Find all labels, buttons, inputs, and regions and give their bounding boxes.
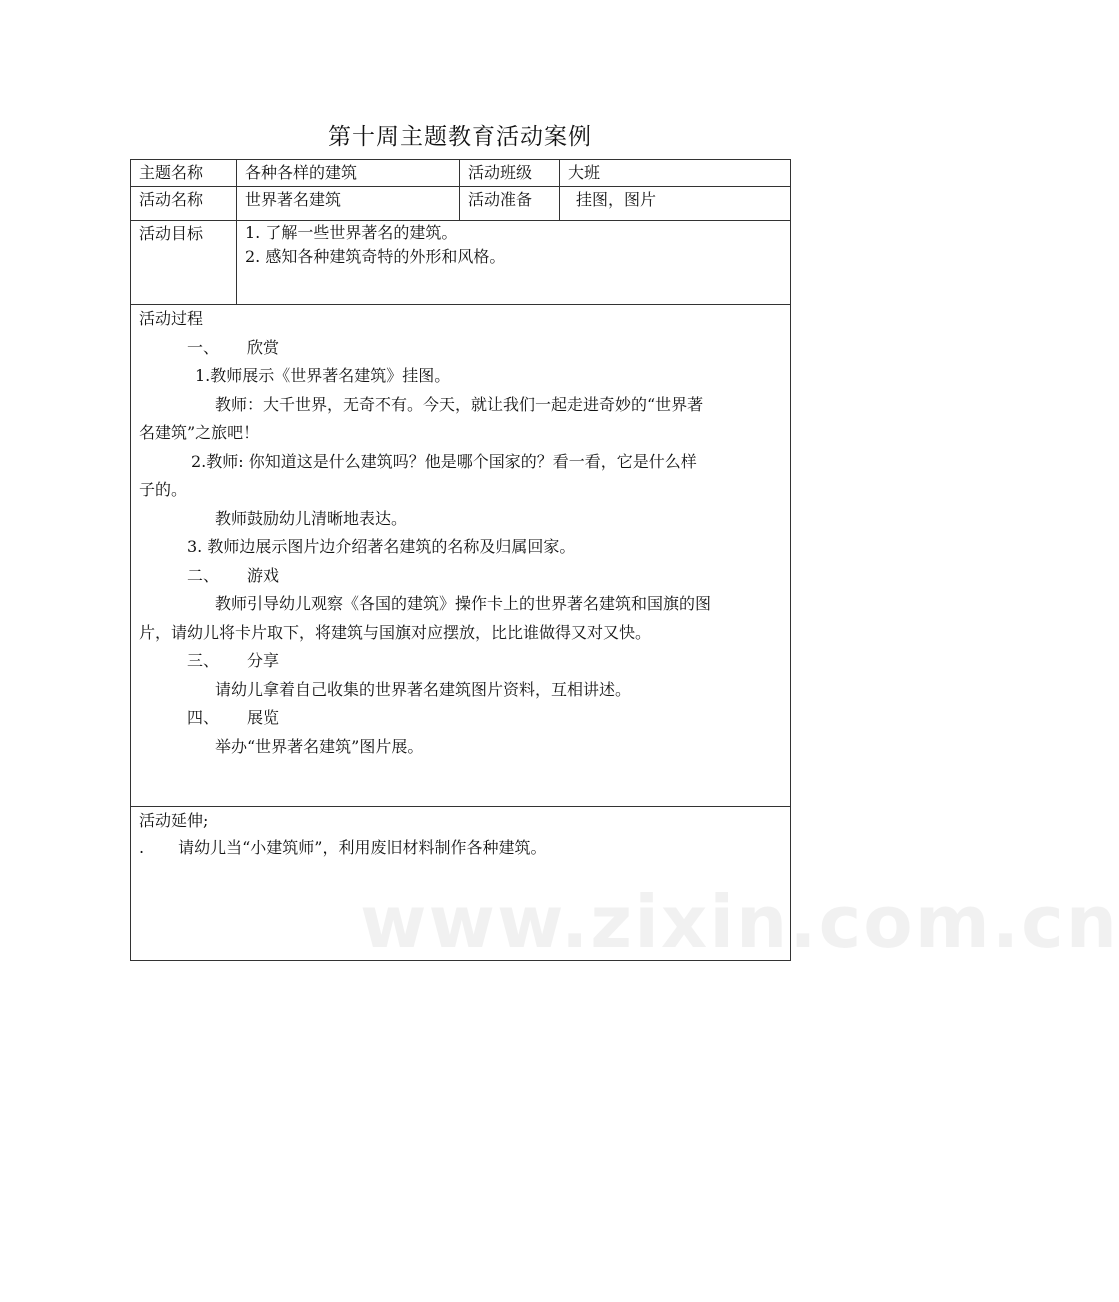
lesson-plan-table <box>130 159 791 961</box>
paragraph-line: 名建筑”之旅吧！ <box>139 423 260 442</box>
paragraph-line: 片，请幼儿将卡片取下，将建筑与国旗对应摆放，比比谁做得又对又快。 <box>139 622 652 642</box>
section-title: 展览 <box>247 708 280 727</box>
theme-row <box>131 160 791 187</box>
paragraph-line: 子的。 <box>139 480 188 499</box>
process-content <box>131 305 791 807</box>
paragraph-line: 教师：大千世界，无奇不有。今天，就让我们一起走进奇妙的“世界著 <box>215 394 704 414</box>
theme-label: 主题名称 <box>131 160 237 187</box>
section-title: 分享 <box>247 651 280 670</box>
step-text: 2.教师: 你知道这是什么建筑吗？他是哪个国家的？看一看，它是什么样 <box>191 451 697 471</box>
activity-label: 活动名称 <box>131 187 237 221</box>
section-heading <box>139 704 782 733</box>
paragraph-line: 教师引导幼儿观察《各国的建筑》操作卡上的世界著名建筑和国旗的图 <box>215 594 712 613</box>
section-heading <box>139 334 782 363</box>
prep-value: 挂图，图片 <box>560 187 791 221</box>
document-title: 第十周主题教育活动案例 <box>328 124 592 150</box>
prep-label: 活动准备 <box>460 187 560 221</box>
section-number: 二、 <box>187 565 220 585</box>
section-number: 三、 <box>187 651 220 670</box>
section-number: 四、 <box>187 708 220 727</box>
extension-text: 请幼儿当“小建筑师”，利用废旧材料制作各种建筑。 <box>178 838 547 857</box>
goal-item-2: 2. 感知各种建筑奇特的外形和风格。 <box>245 247 506 266</box>
section-number: 一、 <box>187 337 220 357</box>
section-title: 游戏 <box>247 565 280 585</box>
goal-content <box>237 221 791 305</box>
paragraph-line: 举办“世界著名建筑”图片展。 <box>215 736 424 756</box>
bullet-mark: . <box>139 838 145 857</box>
activity-value: 世界著名建筑 <box>237 187 460 221</box>
step-text: 3. 教师边展示图片边介绍著名建筑的名称及归属回家。 <box>187 537 576 556</box>
goal-item-1: 1. 了解一些世界著名的建筑。 <box>245 223 458 242</box>
process-label: 活动过程 <box>139 309 204 328</box>
class-value: 大班 <box>560 160 791 187</box>
section-heading <box>139 647 782 676</box>
section-heading <box>139 562 782 591</box>
process-row <box>131 305 791 807</box>
paragraph-line: 教师鼓励幼儿清晰地表达。 <box>215 508 408 528</box>
theme-value: 各种各样的建筑 <box>237 160 460 187</box>
section-title: 欣赏 <box>247 337 280 357</box>
activity-row <box>131 187 791 221</box>
class-label: 活动班级 <box>460 160 560 187</box>
watermark-text: www.zixin.com.cn <box>360 880 1119 964</box>
extension-label: 活动延伸; <box>139 811 209 830</box>
step-text: 1.教师展示《世界著名建筑》挂图。 <box>195 366 451 385</box>
goal-row <box>131 221 791 305</box>
extension-item <box>139 834 782 861</box>
paragraph-line: 请幼儿拿着自己收集的世界著名建筑图片资料，互相讲述。 <box>215 679 632 699</box>
goal-label: 活动目标 <box>131 221 237 305</box>
